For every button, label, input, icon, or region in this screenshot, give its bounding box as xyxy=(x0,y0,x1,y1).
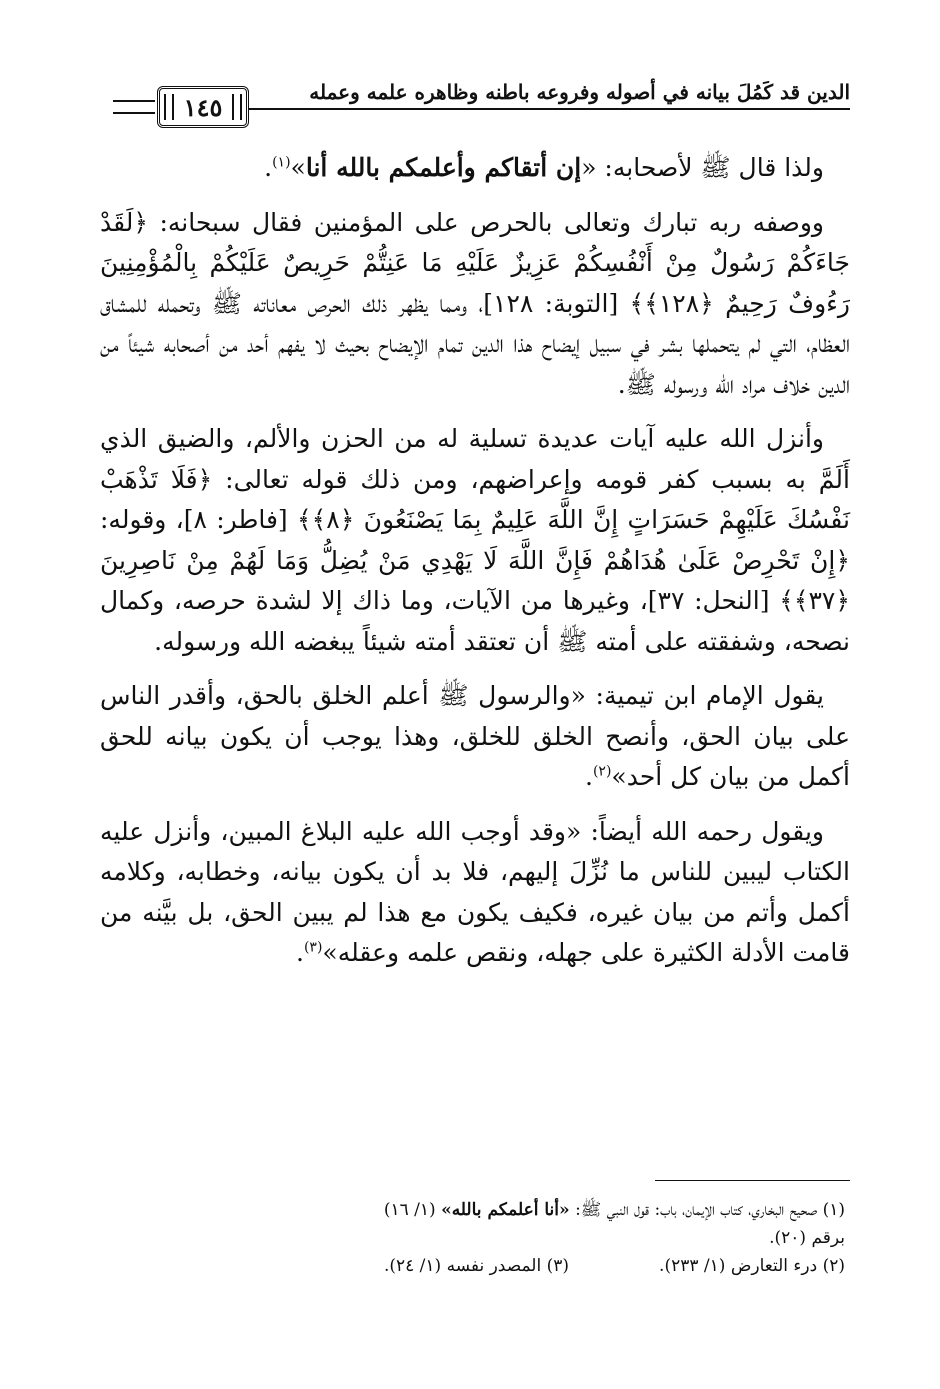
footnote-citation: (١/ ١٦) xyxy=(383,1200,436,1220)
footnote-2 xyxy=(659,1252,845,1280)
footnote-quote: «أنا أعلمكم بالله» xyxy=(441,1200,570,1220)
footnote-1-continued: برقم (٢٠). xyxy=(769,1228,845,1248)
hadith-quote: إن أتقاكم وأعلمكم بالله أنا xyxy=(305,153,582,182)
footnote-separator xyxy=(655,1180,850,1181)
paragraph-3 xyxy=(100,419,850,662)
footnote-number: (٣) xyxy=(546,1256,570,1276)
page-header xyxy=(105,72,850,132)
paragraph-end: . xyxy=(296,938,304,967)
footnote-1 xyxy=(100,1196,845,1224)
footnote-3 xyxy=(384,1252,569,1280)
running-title: الدين قد كَمُلَ بيانه في أصوله وفروعه باطنه وظاهره علمه وعمله xyxy=(309,80,850,104)
footnotes xyxy=(100,1196,845,1280)
footnote-ref: (٣) xyxy=(303,939,323,956)
quran-verse: ﴿لَقَدْ جَاءَكُمْ رَسُولٌ مِنْ أَنْفُسِكُمْ عَزِيزٌ عَلَيْهِ مَا عَنِتُّمْ حَرِيصٌ عَلَيْكُمْ بِالْمُؤْمِنِينَ رَءُوفٌ رَحِيمٌ ﴿١٢٨﴾﴾ xyxy=(100,207,850,318)
quran-verse: ﴿إِنْ تَحْرِصْ عَلَىٰ هُدَاهُمْ فَإِنَّ اللَّهَ لَا يَهْدِي مَنْ يُضِلُّ وَمَا لَهُمْ مِنْ نَاصِرِينَ ﴿٣٧﴾﴾ xyxy=(100,545,850,615)
paragraph-text: وأنزل الله عليه آيات عديدة تسلية له من الحزن والألم، والضيق الذي أَلَمَّ به بسبب كفر قومه وإعراضهم، ومن ذلك قوله تعالى: xyxy=(100,424,850,494)
main-text xyxy=(100,148,850,988)
footnote-text: صحيح البخاري، كتاب الإيمان، باب: قول النبي ﷺ: xyxy=(575,1200,818,1220)
paragraph-text: يقول الإمام ابن تيمية: «والرسول ﷺ أعلم الخلق بالحق، وأقدر الناس على بيان الحق، وأنصح الخلق للخلق، وهذا يوجب أن يكون بيانه للحق أكمل من بيان كل أحد» xyxy=(100,681,850,791)
footnote-text: درء التعارض (١/ ٢٣٣). xyxy=(659,1256,818,1276)
paragraph-2 xyxy=(100,203,850,406)
paragraph-end: . xyxy=(264,153,273,182)
page-number: ١٤٥ xyxy=(157,86,249,128)
paragraph-text: ويقول رحمه الله أيضاً: «وقد أوجب الله عليه البلاغ المبين، وأنزل عليه الكتاب ليبين للناس ما نُزِّلَ إليهم، فلا بد أن يكون بيانه، وخطابه، وكلامه أكمل وأتم من بيان غيره، فكيف يكون مع هذا لم يبين الحق، بل بيَّنه من قامت الأدلة الكثيرة على جهله، ونقص علمه وعقله» xyxy=(100,816,850,967)
paragraph-text: [التوبة: ١٢٨]، ومما يظهر ذلك الحرص معاناته ﷺ وتحمله للمشاق العظام، التي لم يتحملها بشر في سبيل إيضاح هذا الدين تمام الإيضاح بحيث لا يفهم أحد من أصحابه شيئاً من الدين خلاف مراد الله ورسوله ﷺ. xyxy=(100,288,850,399)
paragraph-1 xyxy=(100,148,850,189)
footnote-ref: (٢) xyxy=(592,763,612,780)
footnote-ref: (١) xyxy=(272,154,291,171)
paragraph-text: [فاطر: ٨]، وقوله: xyxy=(100,505,288,534)
paragraph-5 xyxy=(100,812,850,974)
quote-close: » xyxy=(290,153,306,182)
paragraph-text: ووصفه ربه تبارك وتعالى بالحرص على المؤمنين فقال سبحانه: xyxy=(159,207,824,237)
header-rule xyxy=(245,108,850,110)
quran-verse: ﴿فَلَا تَذْهَبْ نَفْسُكَ عَلَيْهِمْ حَسَرَاتٍ إِنَّ اللَّهَ عَلِيمٌ بِمَا يَصْنَعُونَ ﴿٨﴾﴾ xyxy=(100,464,851,534)
paragraph-4 xyxy=(100,676,850,798)
header-rule-ornament xyxy=(113,100,155,114)
footnote-row xyxy=(100,1252,845,1280)
footnote-number: (٢) xyxy=(822,1256,845,1276)
paragraph-end: . xyxy=(585,762,593,791)
paragraph-text: ولذا قال ﷺ لأصحابه: « xyxy=(581,153,824,182)
paragraph-text: [النحل: ٣٧]، وغيرها من الآيات، وما ذاك إلا لشدة حرصه، وكمال نصحه، وشفقته على أمته ﷺ أن تعتقد أمته شيئاً يبغضه الله ورسوله. xyxy=(100,586,850,656)
footnote-text: المصدر نفسه (١/ ٢٤). xyxy=(383,1256,542,1276)
footnote-number: (١) xyxy=(822,1200,845,1220)
